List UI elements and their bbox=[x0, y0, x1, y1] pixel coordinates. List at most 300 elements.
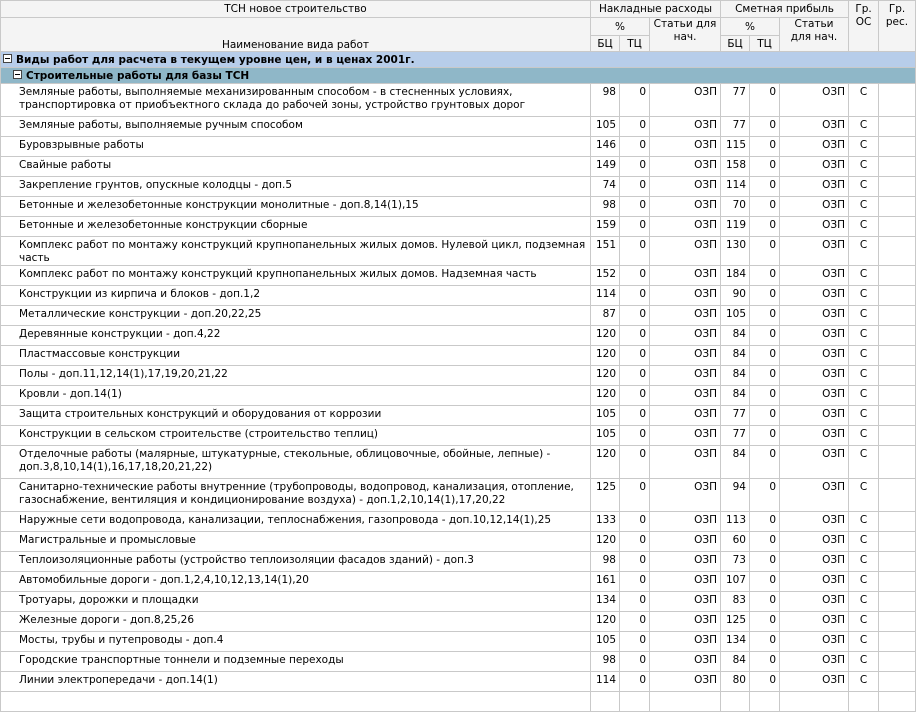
table-row[interactable] bbox=[1, 137, 916, 157]
profit-tc-cell[interactable]: 0 bbox=[750, 592, 780, 612]
overhead-tc-cell[interactable]: 0 bbox=[620, 366, 650, 386]
overhead-articles-cell[interactable]: ОЗП bbox=[650, 266, 721, 286]
row-name[interactable]: Деревянные конструкции - доп.4,22 bbox=[1, 326, 591, 346]
profit-tc-cell[interactable]: 0 bbox=[750, 237, 780, 266]
table-row[interactable] bbox=[1, 197, 916, 217]
profit-tc-cell[interactable]: 0 bbox=[750, 157, 780, 177]
overhead-articles-cell[interactable]: ОЗП bbox=[650, 572, 721, 592]
profit-tc-cell[interactable]: 0 bbox=[750, 266, 780, 286]
profit-bc-cell[interactable]: 134 bbox=[721, 632, 750, 652]
overhead-tc-cell[interactable]: 0 bbox=[620, 84, 650, 117]
profit-articles-cell[interactable]: ОЗП bbox=[780, 197, 849, 217]
overhead-articles-cell[interactable]: ОЗП bbox=[650, 306, 721, 326]
profit-bc-cell[interactable]: 115 bbox=[721, 137, 750, 157]
header-gr-res[interactable]: Гр. рес. bbox=[879, 1, 916, 52]
profit-bc-cell[interactable]: 84 bbox=[721, 446, 750, 479]
gr-os-cell[interactable]: С bbox=[849, 512, 879, 532]
profit-bc-cell[interactable]: 158 bbox=[721, 157, 750, 177]
profit-articles-cell[interactable]: ОЗП bbox=[780, 177, 849, 197]
profit-tc-cell[interactable]: 0 bbox=[750, 446, 780, 479]
gr-res-cell[interactable] bbox=[879, 286, 916, 306]
table-row[interactable] bbox=[1, 217, 916, 237]
overhead-tc-cell[interactable]: 0 bbox=[620, 592, 650, 612]
row-name[interactable]: Комплекс работ по монтажу конструкций крупнопанельных жилых домов. Надземная часть bbox=[1, 266, 591, 286]
profit-tc-cell[interactable]: 0 bbox=[750, 306, 780, 326]
row-name[interactable]: Буровзрывные работы bbox=[1, 137, 591, 157]
overhead-tc-cell[interactable]: 0 bbox=[620, 672, 650, 692]
gr-os-cell[interactable]: С bbox=[849, 406, 879, 426]
overhead-bc-cell[interactable]: 125 bbox=[591, 479, 620, 512]
gr-res-cell[interactable] bbox=[879, 117, 916, 137]
overhead-tc-cell[interactable]: 0 bbox=[620, 137, 650, 157]
overhead-articles-cell[interactable]: ОЗП bbox=[650, 137, 721, 157]
gr-res-cell[interactable] bbox=[879, 177, 916, 197]
gr-os-cell[interactable]: С bbox=[849, 552, 879, 572]
table-row[interactable] bbox=[1, 386, 916, 406]
profit-tc-cell[interactable]: 0 bbox=[750, 137, 780, 157]
profit-tc-cell[interactable]: 0 bbox=[750, 217, 780, 237]
profit-bc-cell[interactable]: 130 bbox=[721, 237, 750, 266]
gr-os-cell[interactable]: С bbox=[849, 446, 879, 479]
overhead-articles-cell[interactable]: ОЗП bbox=[650, 217, 721, 237]
overhead-articles-cell[interactable]: ОЗП bbox=[650, 197, 721, 217]
overhead-tc-cell[interactable] bbox=[620, 692, 650, 712]
group-row-sub[interactable] bbox=[1, 68, 916, 84]
profit-articles-cell[interactable]: ОЗП bbox=[780, 652, 849, 672]
overhead-bc-cell[interactable]: 105 bbox=[591, 117, 620, 137]
profit-tc-cell[interactable]: 0 bbox=[750, 177, 780, 197]
row-name[interactable]: Тротуары, дорожки и площадки bbox=[1, 592, 591, 612]
row-name[interactable]: Металлические конструкции - доп.20,22,25 bbox=[1, 306, 591, 326]
profit-tc-cell[interactable]: 0 bbox=[750, 366, 780, 386]
profit-bc-cell[interactable]: 84 bbox=[721, 326, 750, 346]
gr-res-cell[interactable] bbox=[879, 237, 916, 266]
header-name-col[interactable]: Наименование вида работ bbox=[1, 18, 591, 52]
row-name[interactable]: Закрепление грунтов, опускные колодцы - доп.5 bbox=[1, 177, 591, 197]
profit-tc-cell[interactable]: 0 bbox=[750, 84, 780, 117]
overhead-bc-cell[interactable]: 105 bbox=[591, 426, 620, 446]
profit-tc-cell[interactable]: 0 bbox=[750, 512, 780, 532]
table-row[interactable] bbox=[1, 552, 916, 572]
profit-articles-cell[interactable]: ОЗП bbox=[780, 426, 849, 446]
profit-tc-cell[interactable]: 0 bbox=[750, 346, 780, 366]
header-overhead-bc[interactable]: БЦ bbox=[591, 36, 620, 52]
table-row[interactable] bbox=[1, 479, 916, 512]
gr-os-cell[interactable]: С bbox=[849, 426, 879, 446]
row-name[interactable]: Земляные работы, выполняемые механизированным способом - в стесненных условиях, транспортировка от приобъектного склада до рабочей зоны, устройство грунтовых дорог bbox=[1, 84, 591, 117]
table-row[interactable] bbox=[1, 692, 916, 712]
table-row[interactable] bbox=[1, 532, 916, 552]
overhead-bc-cell[interactable]: 161 bbox=[591, 572, 620, 592]
profit-articles-cell[interactable]: ОЗП bbox=[780, 117, 849, 137]
header-overhead[interactable]: Накладные расходы bbox=[591, 1, 721, 18]
overhead-articles-cell[interactable]: ОЗП bbox=[650, 672, 721, 692]
gr-os-cell[interactable]: С bbox=[849, 479, 879, 512]
gr-os-cell[interactable]: С bbox=[849, 266, 879, 286]
profit-tc-cell[interactable]: 0 bbox=[750, 652, 780, 672]
overhead-articles-cell[interactable]: ОЗП bbox=[650, 512, 721, 532]
overhead-tc-cell[interactable]: 0 bbox=[620, 572, 650, 592]
gr-os-cell[interactable]: С bbox=[849, 346, 879, 366]
profit-bc-cell[interactable]: 70 bbox=[721, 197, 750, 217]
overhead-tc-cell[interactable]: 0 bbox=[620, 266, 650, 286]
overhead-bc-cell[interactable]: 120 bbox=[591, 326, 620, 346]
profit-tc-cell[interactable]: 0 bbox=[750, 672, 780, 692]
row-name[interactable]: Защита строительных конструкций и оборудования от коррозии bbox=[1, 406, 591, 426]
row-name[interactable]: Полы - доп.11,12,14(1),17,19,20,21,22 bbox=[1, 366, 591, 386]
overhead-articles-cell[interactable]: ОЗП bbox=[650, 426, 721, 446]
overhead-tc-cell[interactable]: 0 bbox=[620, 552, 650, 572]
overhead-articles-cell[interactable]: ОЗП bbox=[650, 366, 721, 386]
profit-bc-cell[interactable]: 84 bbox=[721, 652, 750, 672]
overhead-bc-cell[interactable]: 98 bbox=[591, 197, 620, 217]
profit-bc-cell[interactable]: 83 bbox=[721, 592, 750, 612]
table-row[interactable] bbox=[1, 632, 916, 652]
gr-res-cell[interactable] bbox=[879, 386, 916, 406]
overhead-tc-cell[interactable]: 0 bbox=[620, 157, 650, 177]
gr-res-cell[interactable] bbox=[879, 479, 916, 512]
row-name[interactable]: Земляные работы, выполняемые ручным способом bbox=[1, 117, 591, 137]
overhead-articles-cell[interactable]: ОЗП bbox=[650, 157, 721, 177]
gr-res-cell[interactable] bbox=[879, 306, 916, 326]
table-row[interactable] bbox=[1, 406, 916, 426]
profit-articles-cell[interactable]: ОЗП bbox=[780, 672, 849, 692]
overhead-bc-cell[interactable]: 87 bbox=[591, 306, 620, 326]
row-name[interactable]: Комплекс работ по монтажу конструкций крупнопанельных жилых домов. Нулевой цикл, подземная часть bbox=[1, 237, 591, 266]
overhead-articles-cell[interactable]: ОЗП bbox=[650, 237, 721, 266]
profit-tc-cell[interactable]: 0 bbox=[750, 426, 780, 446]
header-profit-pct[interactable]: % bbox=[721, 18, 780, 36]
row-name[interactable] bbox=[1, 692, 591, 712]
table-row[interactable] bbox=[1, 592, 916, 612]
header-profit-articles[interactable]: Статьи для нач. bbox=[780, 18, 849, 52]
profit-articles-cell[interactable]: ОЗП bbox=[780, 612, 849, 632]
overhead-bc-cell[interactable]: 146 bbox=[591, 137, 620, 157]
gr-os-cell[interactable]: С bbox=[849, 386, 879, 406]
overhead-bc-cell[interactable]: 114 bbox=[591, 286, 620, 306]
gr-res-cell[interactable] bbox=[879, 266, 916, 286]
table-row[interactable] bbox=[1, 177, 916, 197]
profit-articles-cell[interactable]: ОЗП bbox=[780, 446, 849, 479]
overhead-bc-cell[interactable]: 159 bbox=[591, 217, 620, 237]
overhead-tc-cell[interactable]: 0 bbox=[620, 286, 650, 306]
profit-bc-cell[interactable]: 60 bbox=[721, 532, 750, 552]
overhead-bc-cell[interactable]: 151 bbox=[591, 237, 620, 266]
gr-res-cell[interactable] bbox=[879, 572, 916, 592]
gr-os-cell[interactable] bbox=[849, 692, 879, 712]
profit-articles-cell[interactable]: ОЗП bbox=[780, 237, 849, 266]
profit-bc-cell[interactable]: 77 bbox=[721, 406, 750, 426]
gr-os-cell[interactable]: С bbox=[849, 672, 879, 692]
table-row[interactable] bbox=[1, 446, 916, 479]
overhead-bc-cell[interactable]: 120 bbox=[591, 612, 620, 632]
overhead-bc-cell[interactable]: 120 bbox=[591, 346, 620, 366]
gr-res-cell[interactable] bbox=[879, 672, 916, 692]
overhead-tc-cell[interactable]: 0 bbox=[620, 237, 650, 266]
profit-tc-cell[interactable] bbox=[750, 692, 780, 712]
gr-res-cell[interactable] bbox=[879, 366, 916, 386]
profit-articles-cell[interactable]: ОЗП bbox=[780, 84, 849, 117]
profit-articles-cell[interactable]: ОЗП bbox=[780, 552, 849, 572]
table-row[interactable] bbox=[1, 84, 916, 117]
header-overhead-pct[interactable]: % bbox=[591, 18, 650, 36]
row-name[interactable]: Железные дороги - доп.8,25,26 bbox=[1, 612, 591, 632]
gr-res-cell[interactable] bbox=[879, 612, 916, 632]
gr-os-cell[interactable]: С bbox=[849, 652, 879, 672]
overhead-bc-cell[interactable]: 120 bbox=[591, 446, 620, 479]
profit-tc-cell[interactable]: 0 bbox=[750, 117, 780, 137]
overhead-tc-cell[interactable]: 0 bbox=[620, 446, 650, 479]
gr-res-cell[interactable] bbox=[879, 652, 916, 672]
profit-articles-cell[interactable]: ОЗП bbox=[780, 532, 849, 552]
row-name[interactable]: Кровли - доп.14(1) bbox=[1, 386, 591, 406]
overhead-bc-cell[interactable]: 120 bbox=[591, 532, 620, 552]
gr-os-cell[interactable]: С bbox=[849, 572, 879, 592]
row-name[interactable]: Отделочные работы (малярные, штукатурные, стекольные, облицовочные, обойные, лепные) - доп.3,8,10,14(1),16,17,18,20,21,22) bbox=[1, 446, 591, 479]
row-name[interactable]: Конструкции из кирпича и блоков - доп.1,2 bbox=[1, 286, 591, 306]
overhead-articles-cell[interactable]: ОЗП bbox=[650, 632, 721, 652]
profit-articles-cell[interactable]: ОЗП bbox=[780, 266, 849, 286]
profit-articles-cell[interactable] bbox=[780, 692, 849, 712]
gr-res-cell[interactable] bbox=[879, 426, 916, 446]
gr-res-cell[interactable] bbox=[879, 157, 916, 177]
table-row[interactable] bbox=[1, 286, 916, 306]
profit-bc-cell[interactable]: 84 bbox=[721, 346, 750, 366]
header-overhead-articles[interactable]: Статьи для нач. bbox=[650, 18, 721, 52]
table-row[interactable] bbox=[1, 346, 916, 366]
gr-res-cell[interactable] bbox=[879, 137, 916, 157]
gr-os-cell[interactable]: С bbox=[849, 632, 879, 652]
table-row[interactable] bbox=[1, 612, 916, 632]
row-name[interactable]: Бетонные и железобетонные конструкции сборные bbox=[1, 217, 591, 237]
overhead-articles-cell[interactable]: ОЗП bbox=[650, 84, 721, 117]
overhead-tc-cell[interactable]: 0 bbox=[620, 612, 650, 632]
overhead-articles-cell[interactable]: ОЗП bbox=[650, 386, 721, 406]
overhead-articles-cell[interactable]: ОЗП bbox=[650, 406, 721, 426]
profit-tc-cell[interactable]: 0 bbox=[750, 479, 780, 512]
overhead-bc-cell[interactable]: 105 bbox=[591, 406, 620, 426]
overhead-articles-cell[interactable]: ОЗП bbox=[650, 532, 721, 552]
table-row[interactable] bbox=[1, 366, 916, 386]
overhead-bc-cell[interactable]: 98 bbox=[591, 84, 620, 117]
gr-os-cell[interactable]: С bbox=[849, 592, 879, 612]
gr-res-cell[interactable] bbox=[879, 346, 916, 366]
overhead-tc-cell[interactable]: 0 bbox=[620, 386, 650, 406]
profit-bc-cell[interactable]: 113 bbox=[721, 512, 750, 532]
gr-os-cell[interactable]: С bbox=[849, 217, 879, 237]
overhead-bc-cell[interactable]: 74 bbox=[591, 177, 620, 197]
row-name[interactable]: Свайные работы bbox=[1, 157, 591, 177]
gr-res-cell[interactable] bbox=[879, 326, 916, 346]
table-row[interactable] bbox=[1, 266, 916, 286]
overhead-articles-cell[interactable]: ОЗП bbox=[650, 592, 721, 612]
row-name[interactable]: Линии электропередачи - доп.14(1) bbox=[1, 672, 591, 692]
profit-bc-cell[interactable]: 80 bbox=[721, 672, 750, 692]
profit-tc-cell[interactable]: 0 bbox=[750, 386, 780, 406]
row-name[interactable]: Пластмассовые конструкции bbox=[1, 346, 591, 366]
overhead-tc-cell[interactable]: 0 bbox=[620, 346, 650, 366]
collapse-icon[interactable] bbox=[3, 54, 12, 63]
table-row[interactable] bbox=[1, 426, 916, 446]
profit-bc-cell[interactable]: 184 bbox=[721, 266, 750, 286]
profit-bc-cell[interactable]: 125 bbox=[721, 612, 750, 632]
header-gr-os[interactable]: Гр. ОС bbox=[849, 1, 879, 52]
profit-articles-cell[interactable]: ОЗП bbox=[780, 366, 849, 386]
gr-res-cell[interactable] bbox=[879, 406, 916, 426]
gr-res-cell[interactable] bbox=[879, 197, 916, 217]
gr-os-cell[interactable]: С bbox=[849, 137, 879, 157]
table-row[interactable] bbox=[1, 672, 916, 692]
overhead-tc-cell[interactable]: 0 bbox=[620, 326, 650, 346]
profit-tc-cell[interactable]: 0 bbox=[750, 286, 780, 306]
overhead-articles-cell[interactable]: ОЗП bbox=[650, 117, 721, 137]
overhead-articles-cell[interactable]: ОЗП bbox=[650, 552, 721, 572]
profit-articles-cell[interactable]: ОЗП bbox=[780, 286, 849, 306]
overhead-bc-cell[interactable]: 120 bbox=[591, 366, 620, 386]
overhead-tc-cell[interactable]: 0 bbox=[620, 117, 650, 137]
profit-articles-cell[interactable]: ОЗП bbox=[780, 512, 849, 532]
gr-os-cell[interactable]: С bbox=[849, 177, 879, 197]
overhead-tc-cell[interactable]: 0 bbox=[620, 652, 650, 672]
gr-res-cell[interactable] bbox=[879, 217, 916, 237]
overhead-bc-cell[interactable]: 120 bbox=[591, 386, 620, 406]
gr-res-cell[interactable] bbox=[879, 552, 916, 572]
row-name[interactable]: Магистральные и промысловые bbox=[1, 532, 591, 552]
profit-bc-cell[interactable]: 105 bbox=[721, 306, 750, 326]
profit-articles-cell[interactable]: ОЗП bbox=[780, 572, 849, 592]
gr-res-cell[interactable] bbox=[879, 446, 916, 479]
overhead-bc-cell[interactable]: 98 bbox=[591, 552, 620, 572]
row-name[interactable]: Конструкции в сельском строительстве (строительство теплиц) bbox=[1, 426, 591, 446]
profit-bc-cell[interactable] bbox=[721, 692, 750, 712]
profit-bc-cell[interactable]: 94 bbox=[721, 479, 750, 512]
overhead-bc-cell[interactable]: 134 bbox=[591, 592, 620, 612]
profit-articles-cell[interactable]: ОЗП bbox=[780, 326, 849, 346]
gr-res-cell[interactable] bbox=[879, 512, 916, 532]
table-row[interactable] bbox=[1, 512, 916, 532]
row-name[interactable]: Городские транспортные тоннели и подземные переходы bbox=[1, 652, 591, 672]
profit-bc-cell[interactable]: 84 bbox=[721, 366, 750, 386]
profit-bc-cell[interactable]: 107 bbox=[721, 572, 750, 592]
profit-bc-cell[interactable]: 90 bbox=[721, 286, 750, 306]
profit-articles-cell[interactable]: ОЗП bbox=[780, 479, 849, 512]
profit-bc-cell[interactable]: 73 bbox=[721, 552, 750, 572]
overhead-bc-cell[interactable]: 98 bbox=[591, 652, 620, 672]
profit-articles-cell[interactable]: ОЗП bbox=[780, 346, 849, 366]
overhead-bc-cell[interactable]: 133 bbox=[591, 512, 620, 532]
profit-tc-cell[interactable]: 0 bbox=[750, 632, 780, 652]
profit-bc-cell[interactable]: 77 bbox=[721, 84, 750, 117]
overhead-tc-cell[interactable]: 0 bbox=[620, 532, 650, 552]
profit-articles-cell[interactable]: ОЗП bbox=[780, 386, 849, 406]
profit-tc-cell[interactable]: 0 bbox=[750, 326, 780, 346]
overhead-tc-cell[interactable]: 0 bbox=[620, 217, 650, 237]
gr-os-cell[interactable]: С bbox=[849, 366, 879, 386]
profit-tc-cell[interactable]: 0 bbox=[750, 406, 780, 426]
overhead-articles-cell[interactable] bbox=[650, 692, 721, 712]
overhead-articles-cell[interactable]: ОЗП bbox=[650, 446, 721, 479]
table-row[interactable] bbox=[1, 237, 916, 266]
overhead-tc-cell[interactable]: 0 bbox=[620, 479, 650, 512]
header-tsn[interactable]: ТСН новое строительство bbox=[1, 1, 591, 18]
gr-os-cell[interactable]: С bbox=[849, 306, 879, 326]
profit-tc-cell[interactable]: 0 bbox=[750, 612, 780, 632]
header-profit[interactable]: Сметная прибыль bbox=[721, 1, 849, 18]
profit-articles-cell[interactable]: ОЗП bbox=[780, 157, 849, 177]
overhead-articles-cell[interactable]: ОЗП bbox=[650, 479, 721, 512]
header-profit-bc[interactable]: БЦ bbox=[721, 36, 750, 52]
overhead-articles-cell[interactable]: ОЗП bbox=[650, 612, 721, 632]
gr-os-cell[interactable]: С bbox=[849, 157, 879, 177]
profit-bc-cell[interactable]: 114 bbox=[721, 177, 750, 197]
profit-articles-cell[interactable]: ОЗП bbox=[780, 632, 849, 652]
profit-articles-cell[interactable]: ОЗП bbox=[780, 592, 849, 612]
gr-os-cell[interactable]: С bbox=[849, 197, 879, 217]
overhead-bc-cell[interactable] bbox=[591, 692, 620, 712]
gr-os-cell[interactable]: С bbox=[849, 84, 879, 117]
gr-os-cell[interactable]: С bbox=[849, 237, 879, 266]
overhead-tc-cell[interactable]: 0 bbox=[620, 406, 650, 426]
overhead-articles-cell[interactable]: ОЗП bbox=[650, 286, 721, 306]
overhead-articles-cell[interactable]: ОЗП bbox=[650, 652, 721, 672]
overhead-tc-cell[interactable]: 0 bbox=[620, 197, 650, 217]
profit-bc-cell[interactable]: 119 bbox=[721, 217, 750, 237]
overhead-tc-cell[interactable]: 0 bbox=[620, 306, 650, 326]
table-row[interactable] bbox=[1, 326, 916, 346]
profit-tc-cell[interactable]: 0 bbox=[750, 572, 780, 592]
row-name[interactable]: Автомобильные дороги - доп.1,2,4,10,12,13,14(1),20 bbox=[1, 572, 591, 592]
gr-res-cell[interactable] bbox=[879, 692, 916, 712]
collapse-icon[interactable] bbox=[13, 70, 22, 79]
overhead-bc-cell[interactable]: 152 bbox=[591, 266, 620, 286]
overhead-bc-cell[interactable]: 105 bbox=[591, 632, 620, 652]
gr-res-cell[interactable] bbox=[879, 84, 916, 117]
table-row[interactable] bbox=[1, 572, 916, 592]
table-row[interactable] bbox=[1, 117, 916, 137]
profit-tc-cell[interactable]: 0 bbox=[750, 552, 780, 572]
gr-os-cell[interactable]: С bbox=[849, 532, 879, 552]
profit-articles-cell[interactable]: ОЗП bbox=[780, 406, 849, 426]
profit-tc-cell[interactable]: 0 bbox=[750, 532, 780, 552]
group-row-main[interactable] bbox=[1, 52, 916, 68]
overhead-tc-cell[interactable]: 0 bbox=[620, 177, 650, 197]
gr-os-cell[interactable]: С bbox=[849, 117, 879, 137]
gr-res-cell[interactable] bbox=[879, 632, 916, 652]
header-profit-tc[interactable]: ТЦ bbox=[750, 36, 780, 52]
overhead-articles-cell[interactable]: ОЗП bbox=[650, 346, 721, 366]
gr-os-cell[interactable]: С bbox=[849, 612, 879, 632]
overhead-tc-cell[interactable]: 0 bbox=[620, 632, 650, 652]
profit-bc-cell[interactable]: 77 bbox=[721, 117, 750, 137]
row-name[interactable]: Мосты, трубы и путепроводы - доп.4 bbox=[1, 632, 591, 652]
table-row[interactable] bbox=[1, 157, 916, 177]
row-name[interactable]: Теплоизоляционные работы (устройство теплоизоляции фасадов зданий) - доп.3 bbox=[1, 552, 591, 572]
profit-tc-cell[interactable]: 0 bbox=[750, 197, 780, 217]
overhead-tc-cell[interactable]: 0 bbox=[620, 426, 650, 446]
overhead-articles-cell[interactable]: ОЗП bbox=[650, 326, 721, 346]
overhead-tc-cell[interactable]: 0 bbox=[620, 512, 650, 532]
profit-articles-cell[interactable]: ОЗП bbox=[780, 306, 849, 326]
overhead-bc-cell[interactable]: 114 bbox=[591, 672, 620, 692]
profit-articles-cell[interactable]: ОЗП bbox=[780, 217, 849, 237]
table-row[interactable] bbox=[1, 652, 916, 672]
row-name[interactable]: Бетонные и железобетонные конструкции монолитные - доп.8,14(1),15 bbox=[1, 197, 591, 217]
gr-os-cell[interactable]: С bbox=[849, 326, 879, 346]
overhead-articles-cell[interactable]: ОЗП bbox=[650, 177, 721, 197]
gr-os-cell[interactable]: С bbox=[849, 286, 879, 306]
gr-res-cell[interactable] bbox=[879, 592, 916, 612]
header-overhead-tc[interactable]: ТЦ bbox=[620, 36, 650, 52]
